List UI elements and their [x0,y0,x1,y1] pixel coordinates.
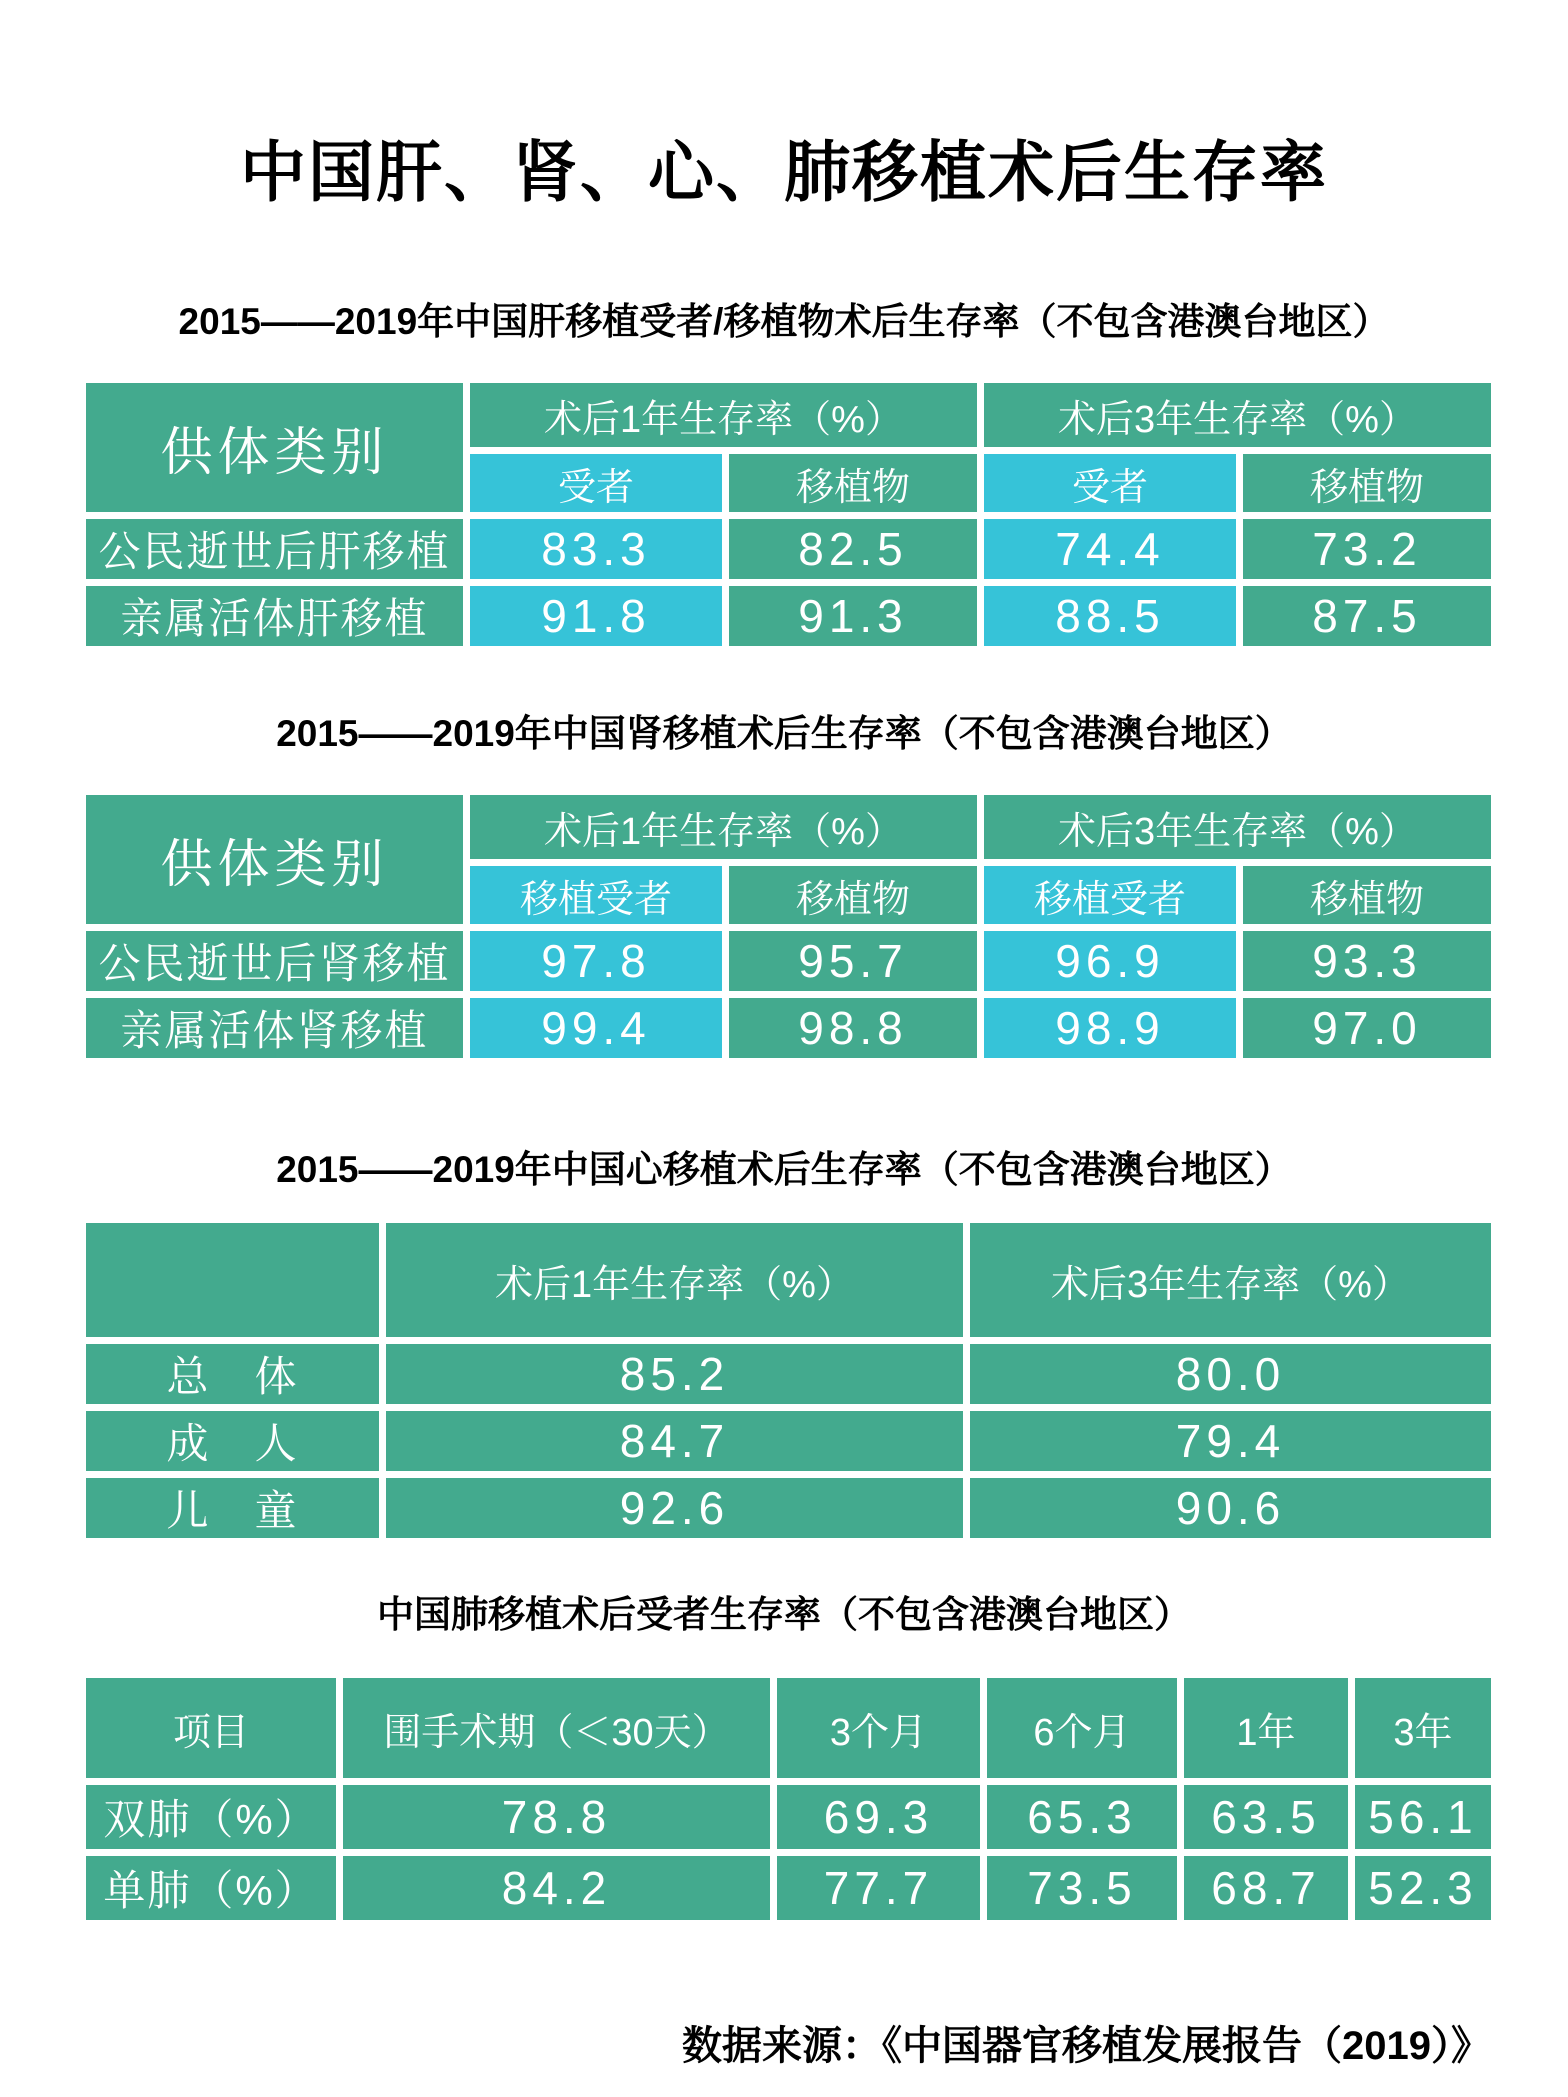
value-cell: 96.9 [984,931,1236,991]
value-cell: 84.7 [386,1411,963,1471]
subheader-cell: 移植物 [1243,454,1491,512]
group-header-cell: 术后3年生存率（%） [984,795,1491,859]
subheader-cell: 移植受者 [984,866,1236,924]
column-header-cell: 围手术期（＜30天） [343,1678,770,1778]
value-cell: 90.6 [970,1478,1491,1538]
value-cell: 99.4 [470,998,722,1058]
corner-header-cell [86,1223,379,1337]
value-cell: 78.8 [343,1785,770,1849]
group-header-cell: 术后3年生存率（%） [984,383,1491,447]
lung-table-title: 中国肺移植术后受者生存率（不包含港澳台地区） [377,1594,1191,1635]
subheader-cell: 移植受者 [470,866,722,924]
value-cell: 98.8 [729,998,977,1058]
liver-table-title: 2015——2019年中国肝移植受者/移植物术后生存率（不包含港澳台地区） [178,301,1390,342]
row-label-cell: 公民逝世后肝移植 [86,519,463,579]
data-source-note: 数据来源：《中国器官移植发展报告（2019）》 [682,2024,1491,2068]
table-row [86,1856,1491,1920]
group-header-cell: 术后3年生存率（%） [970,1223,1491,1337]
row-label-cell: 亲属活体肾移植 [86,998,463,1058]
group-header-cell: 术后1年生存率（%） [386,1223,963,1337]
group-header-cell: 术后1年生存率（%） [470,795,977,859]
value-cell: 83.3 [470,519,722,579]
kidney-table-title: 2015——2019年中国肾移植术后生存率（不包含港澳台地区） [276,713,1292,754]
subheader-cell: 移植物 [1243,866,1491,924]
table-header-row [86,795,1491,859]
subheader-cell: 移植物 [729,866,977,924]
row-label-cell: 公民逝世后肾移植 [86,931,463,991]
table-header-row [86,1678,1491,1778]
value-cell: 77.7 [777,1856,980,1920]
heart-table-title: 2015——2019年中国心移植术后生存率（不包含港澳台地区） [276,1149,1292,1190]
value-cell: 74.4 [984,519,1236,579]
subheader-cell: 受者 [984,454,1236,512]
row-label-cell: 单肺（%） [86,1856,336,1920]
column-header-cell: 1年 [1184,1678,1348,1778]
value-cell: 97.0 [1243,998,1491,1058]
value-cell: 84.2 [343,1856,770,1920]
value-cell: 65.3 [987,1785,1177,1849]
kidney-table [79,788,1498,1065]
value-cell: 93.3 [1243,931,1491,991]
value-cell: 95.7 [729,931,977,991]
value-cell: 98.9 [984,998,1236,1058]
page-title: 中国肝、肾、心、肺移植术后生存率 [240,135,1328,209]
subheader-cell: 受者 [470,454,722,512]
table-row [86,998,1491,1058]
row-label-cell: 总 体 [86,1344,379,1404]
lung-table [79,1671,1498,1927]
value-cell: 73.5 [987,1856,1177,1920]
value-cell: 68.7 [1184,1856,1348,1920]
table-row [86,1344,1491,1404]
value-cell: 88.5 [984,586,1236,646]
value-cell: 63.5 [1184,1785,1348,1849]
column-header-cell: 项目 [86,1678,336,1778]
value-cell: 69.3 [777,1785,980,1849]
corner-header-cell: 供体类别 [86,795,463,924]
row-label-cell: 亲属活体肝移植 [86,586,463,646]
row-label-cell: 儿 童 [86,1478,379,1538]
value-cell: 52.3 [1355,1856,1491,1920]
column-header-cell: 3年 [1355,1678,1491,1778]
value-cell: 73.2 [1243,519,1491,579]
table-header-row [86,383,1491,447]
corner-header-cell: 供体类别 [86,383,463,512]
heart-table [79,1216,1498,1545]
table-row [86,1478,1491,1538]
value-cell: 91.3 [729,586,977,646]
value-cell: 56.1 [1355,1785,1491,1849]
column-header-cell: 6个月 [987,1678,1177,1778]
table-row [86,519,1491,579]
table-row [86,1785,1491,1849]
liver-table [79,376,1498,653]
value-cell: 80.0 [970,1344,1491,1404]
value-cell: 85.2 [386,1344,963,1404]
row-label-cell: 成 人 [86,1411,379,1471]
table-row [86,586,1491,646]
value-cell: 87.5 [1243,586,1491,646]
subheader-cell: 移植物 [729,454,977,512]
table-header-row [86,1223,1491,1337]
value-cell: 92.6 [386,1478,963,1538]
table-row [86,931,1491,991]
column-header-cell: 3个月 [777,1678,980,1778]
value-cell: 97.8 [470,931,722,991]
table-row [86,1411,1491,1471]
value-cell: 91.8 [470,586,722,646]
value-cell: 82.5 [729,519,977,579]
row-label-cell: 双肺（%） [86,1785,336,1849]
group-header-cell: 术后1年生存率（%） [470,383,977,447]
value-cell: 79.4 [970,1411,1491,1471]
